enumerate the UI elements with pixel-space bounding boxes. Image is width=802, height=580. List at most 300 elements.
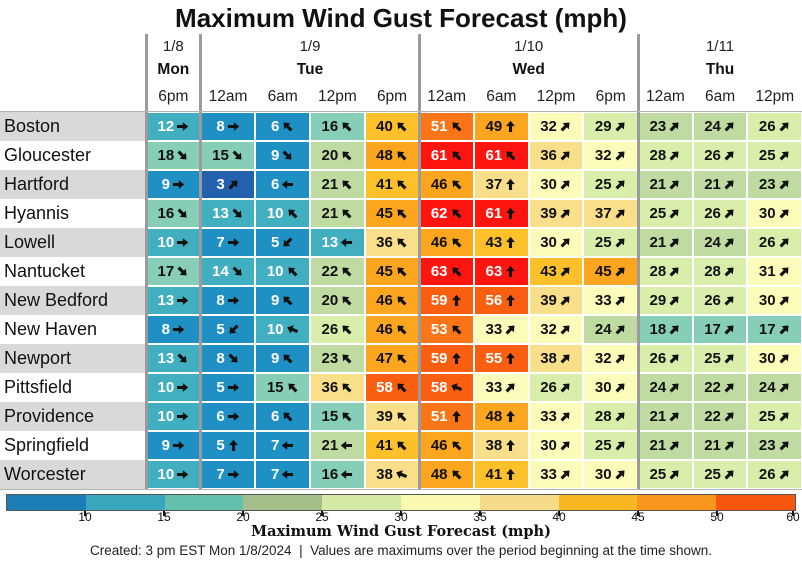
wind-direction-arrow-icon <box>227 236 240 249</box>
gust-cell <box>530 316 583 343</box>
gust-cell <box>694 171 747 198</box>
gust-value: 62 <box>430 205 448 222</box>
gust-value: 30 <box>540 176 557 193</box>
gust-cell <box>694 432 747 459</box>
gust-cell <box>420 287 473 314</box>
gust-value: 7 <box>216 466 225 483</box>
wind-direction-arrow-icon <box>611 465 629 483</box>
gust-cell <box>256 432 309 459</box>
gust-value: 33 <box>485 379 503 396</box>
city-label: Springfield <box>4 435 90 455</box>
gust-cell <box>147 200 200 227</box>
table-bottom-line <box>0 489 802 490</box>
forecast-table-body <box>0 112 802 489</box>
gust-value: 15 <box>212 147 229 164</box>
gust-cell <box>748 113 801 140</box>
gust-value: 5 <box>216 437 225 454</box>
wind-direction-arrow-icon <box>337 204 355 222</box>
gust-value: 20 <box>321 292 339 309</box>
gust-cell <box>530 461 583 488</box>
wind-direction-arrow-icon <box>611 233 629 251</box>
gust-value: 21 <box>649 437 667 454</box>
header-divider-line <box>0 111 802 112</box>
wind-direction-arrow-icon <box>775 204 793 222</box>
gust-cell <box>311 403 364 430</box>
colorbar-segment <box>322 495 401 510</box>
gust-value: 46 <box>430 437 448 454</box>
wind-direction-arrow-icon <box>720 378 738 396</box>
wind-direction-arrow-icon <box>775 407 793 425</box>
time-label: 6pm <box>376 88 408 105</box>
gust-value: 37 <box>485 176 503 193</box>
gust-cell <box>694 142 747 169</box>
gust-value: 58 <box>376 379 393 396</box>
gust-cell <box>475 200 528 227</box>
gust-cell <box>366 403 419 430</box>
gust-cell <box>639 432 692 459</box>
gust-value: 17 <box>157 263 175 280</box>
gust-value: 49 <box>485 118 503 135</box>
gust-value: 10 <box>266 263 284 280</box>
wind-direction-arrow-icon <box>504 178 517 191</box>
gust-value: 17 <box>704 321 721 338</box>
gust-cell <box>256 229 309 256</box>
gust-value: 36 <box>540 147 557 164</box>
gust-value: 21 <box>704 437 721 454</box>
gust-value: 32 <box>540 118 557 135</box>
gust-value: 30 <box>758 350 776 367</box>
wind-direction-arrow-icon <box>172 323 185 336</box>
wind-direction-arrow-icon <box>666 320 684 338</box>
wind-direction-arrow-icon <box>227 410 240 423</box>
day-group-date: 1/11 <box>705 37 735 55</box>
wind-direction-arrow-icon <box>556 436 574 454</box>
table-row <box>0 344 802 373</box>
city-label: Lowell <box>0 228 146 257</box>
colorbar-segment <box>165 495 244 510</box>
wind-direction-arrow-icon <box>224 349 242 367</box>
gust-cell <box>639 316 692 343</box>
gust-value: 13 <box>321 234 339 251</box>
gust-value: 26 <box>758 118 776 135</box>
wind-direction-arrow-icon <box>283 262 301 280</box>
wind-direction-arrow-icon <box>392 349 410 367</box>
wind-direction-arrow-icon <box>611 436 629 454</box>
city-label: Hyannis <box>4 203 70 223</box>
colorbar-tick-label: 45 <box>631 510 645 524</box>
gust-cell <box>147 461 200 488</box>
gust-value: 6 <box>216 408 225 425</box>
gust-cell <box>147 403 200 430</box>
wind-direction-arrow-icon <box>502 146 520 164</box>
wind-direction-arrow-icon <box>611 291 629 309</box>
gust-cell <box>639 142 692 169</box>
gust-value: 33 <box>540 408 557 425</box>
gust-cell <box>420 316 473 343</box>
gust-value: 10 <box>157 408 175 425</box>
wind-direction-arrow-icon <box>611 320 629 338</box>
gust-cell <box>748 229 801 256</box>
table-row <box>0 141 802 170</box>
gust-value: 29 <box>594 118 612 135</box>
wind-direction-arrow-icon <box>666 407 684 425</box>
gust-value: 48 <box>485 408 503 425</box>
gust-cell <box>530 374 583 401</box>
wind-direction-arrow-icon <box>447 175 465 193</box>
wind-direction-arrow-icon <box>392 262 410 280</box>
time-label: 6am <box>486 88 517 105</box>
gust-cell <box>147 258 200 285</box>
gust-cell <box>694 200 747 227</box>
gust-value: 26 <box>321 321 339 338</box>
wind-direction-arrow-icon <box>720 146 738 164</box>
colorbar-caption: Maximum Wind Gust Forecast (mph) <box>251 523 551 540</box>
gust-value: 25 <box>704 350 721 367</box>
gust-value: 16 <box>321 118 339 135</box>
wind-direction-arrow-icon <box>337 146 355 164</box>
gust-value: 25 <box>649 466 667 483</box>
colorbar-tick-label: 60 <box>786 510 800 524</box>
gust-value: 45 <box>594 263 612 280</box>
wind-direction-arrow-icon <box>176 410 189 423</box>
city-label: Boston <box>0 112 146 141</box>
wind-direction-arrow-icon <box>228 204 246 222</box>
gust-value: 46 <box>376 292 393 309</box>
gust-value: 30 <box>758 292 776 309</box>
gust-cell <box>475 171 528 198</box>
gust-cell <box>584 461 637 488</box>
wind-direction-arrow-icon <box>283 204 301 222</box>
wind-direction-arrow-icon <box>173 349 191 367</box>
gust-cell <box>202 229 255 256</box>
gust-value: 26 <box>540 379 557 396</box>
gust-value: 25 <box>594 176 612 193</box>
gust-value: 24 <box>649 379 667 396</box>
header-spacer <box>0 58 146 82</box>
gust-cell <box>584 200 637 227</box>
gust-value: 8 <box>161 321 170 338</box>
gust-value: 38 <box>485 437 503 454</box>
table-row <box>0 373 802 402</box>
gust-cell <box>147 287 200 314</box>
gust-value: 23 <box>321 350 339 367</box>
wind-direction-arrow-icon <box>775 146 793 164</box>
gust-value: 22 <box>704 408 721 425</box>
gust-cell <box>420 461 473 488</box>
gust-cell <box>202 461 255 488</box>
gust-value: 36 <box>321 379 339 396</box>
gust-cell <box>639 403 692 430</box>
gust-value: 20 <box>321 147 339 164</box>
gust-value: 36 <box>376 234 393 251</box>
header-dates-row <box>0 34 802 58</box>
gust-value: 21 <box>704 176 721 193</box>
wind-direction-arrow-icon <box>556 175 574 193</box>
gust-value: 23 <box>649 118 667 135</box>
gust-value: 32 <box>540 321 557 338</box>
wind-direction-arrow-icon <box>720 320 738 338</box>
gust-value: 61 <box>485 205 503 222</box>
wind-direction-arrow-icon <box>556 117 574 135</box>
city-label: Gloucester <box>4 145 92 165</box>
gust-cell <box>256 171 309 198</box>
wind-direction-arrow-icon <box>392 436 410 454</box>
gust-cell <box>475 432 528 459</box>
gust-cell <box>147 229 200 256</box>
wind-direction-arrow-icon <box>666 117 684 135</box>
time-label: 6pm <box>595 88 626 105</box>
wind-direction-arrow-icon <box>279 146 297 164</box>
wind-direction-arrow-icon <box>392 204 410 222</box>
colorbar-segment <box>559 495 638 510</box>
gust-cell <box>366 142 419 169</box>
gust-value: 32 <box>594 147 612 164</box>
gust-cell <box>475 461 528 488</box>
wind-direction-arrow-icon <box>337 175 355 193</box>
gust-value: 28 <box>704 263 721 280</box>
day-group-separator <box>199 34 202 489</box>
gust-cell <box>530 403 583 430</box>
gust-cell <box>147 432 200 459</box>
gust-value: 63 <box>430 263 448 280</box>
gust-cell <box>475 229 528 256</box>
gust-value: 10 <box>157 234 175 251</box>
gust-cell <box>311 113 364 140</box>
gust-cell <box>694 374 747 401</box>
wind-direction-arrow-icon <box>281 439 294 452</box>
gust-value: 21 <box>321 437 339 454</box>
wind-direction-arrow-icon <box>340 236 353 249</box>
wind-direction-arrow-icon <box>392 146 410 164</box>
colorbar-tick-label: 10 <box>78 510 92 524</box>
day-group-date: 1/8 <box>162 37 184 55</box>
wind-direction-arrow-icon <box>775 349 793 367</box>
colorbar-tick-label: 30 <box>394 510 408 524</box>
day-group-date: 1/9 <box>299 37 321 55</box>
gust-value: 33 <box>540 466 557 483</box>
gust-value: 29 <box>649 292 667 309</box>
gust-value: 21 <box>649 176 667 193</box>
wind-direction-arrow-icon <box>666 262 684 280</box>
wind-direction-arrow-icon <box>556 465 574 483</box>
gust-cell <box>366 113 419 140</box>
wind-direction-arrow-icon <box>666 436 684 454</box>
colorbar-tick-label: 20 <box>236 510 250 524</box>
gust-cell <box>366 258 419 285</box>
wind-direction-arrow-icon <box>666 146 684 164</box>
gust-value: 18 <box>649 321 667 338</box>
table-row <box>0 199 802 228</box>
gust-cell <box>366 171 419 198</box>
wind-direction-arrow-icon <box>556 349 574 367</box>
table-row <box>0 402 802 431</box>
wind-direction-arrow-icon <box>775 291 793 309</box>
gust-value: 8 <box>216 118 225 135</box>
gust-cell <box>584 142 637 169</box>
wind-direction-arrow-icon <box>720 407 738 425</box>
wind-direction-arrow-icon <box>720 117 738 135</box>
gust-cell <box>366 316 419 343</box>
gust-cell <box>256 258 309 285</box>
table-row <box>0 228 802 257</box>
wind-direction-arrow-icon <box>176 294 189 307</box>
wind-direction-arrow-icon <box>611 117 629 135</box>
page-title: Maximum Wind Gust Forecast (mph) <box>175 3 627 33</box>
gust-cell <box>530 113 583 140</box>
city-label: Pittsfield <box>4 377 73 397</box>
gust-value: 14 <box>212 263 229 280</box>
gust-cell <box>256 316 309 343</box>
day-group-name: Thu <box>705 61 735 78</box>
gust-value: 21 <box>321 205 339 222</box>
gust-cell <box>475 403 528 430</box>
wind-direction-arrow-icon <box>392 320 410 338</box>
time-label: 12pm <box>317 88 357 105</box>
wind-direction-arrow-icon <box>173 204 191 222</box>
gust-cell <box>311 432 364 459</box>
wind-direction-arrow-icon <box>176 120 189 133</box>
gust-cell <box>584 113 637 140</box>
wind-direction-arrow-icon <box>720 349 738 367</box>
gust-value: 5 <box>216 321 225 338</box>
wind-direction-arrow-icon <box>337 378 355 396</box>
wind-direction-arrow-icon <box>450 410 463 423</box>
gust-cell <box>694 403 747 430</box>
gust-value: 9 <box>271 350 280 367</box>
wind-direction-arrow-icon <box>227 120 240 133</box>
wind-direction-arrow-icon <box>392 175 410 193</box>
wind-direction-arrow-icon <box>504 294 517 307</box>
wind-direction-arrow-icon <box>283 378 301 396</box>
gust-value: 30 <box>540 234 557 251</box>
wind-direction-arrow-icon <box>227 439 240 452</box>
gust-value: 26 <box>704 205 721 222</box>
wind-direction-arrow-icon <box>284 321 301 338</box>
gust-value: 38 <box>540 350 557 367</box>
wind-direction-arrow-icon <box>556 233 574 251</box>
gust-value: 7 <box>271 466 280 483</box>
gust-cell <box>530 287 583 314</box>
gust-cell <box>639 374 692 401</box>
wind-direction-arrow-icon <box>450 352 463 365</box>
wind-direction-arrow-icon <box>775 320 793 338</box>
gust-cell <box>202 171 255 198</box>
wind-direction-arrow-icon <box>611 262 629 280</box>
gust-cell <box>748 374 801 401</box>
wind-direction-arrow-icon <box>556 407 574 425</box>
gust-value: 46 <box>430 234 448 251</box>
city-label: New Haven <box>4 319 98 339</box>
wind-direction-arrow-icon <box>666 233 684 251</box>
gust-cell <box>694 316 747 343</box>
colorbar-tick-label: 40 <box>552 510 566 524</box>
table-row <box>0 431 802 460</box>
time-label: 6pm <box>158 88 189 105</box>
gust-value: 30 <box>540 437 557 454</box>
gust-cell <box>147 113 200 140</box>
gust-cell <box>202 316 255 343</box>
wind-direction-arrow-icon <box>447 320 465 338</box>
wind-direction-arrow-icon <box>392 378 410 396</box>
gust-value: 28 <box>649 147 667 164</box>
wind-direction-arrow-icon <box>279 233 297 251</box>
gust-value: 10 <box>157 379 175 396</box>
wind-direction-arrow-icon <box>611 349 629 367</box>
gust-value: 10 <box>157 466 175 483</box>
gust-value: 51 <box>430 408 448 425</box>
wind-direction-arrow-icon <box>502 320 520 338</box>
gust-cell <box>420 258 473 285</box>
colorbar-tick-label: 50 <box>710 510 724 524</box>
gust-cell <box>202 142 255 169</box>
gust-cell <box>256 345 309 372</box>
wind-direction-arrow-icon <box>224 320 242 338</box>
colorbar-segment <box>86 495 165 510</box>
wind-direction-arrow-icon <box>392 233 410 251</box>
colorbar-tick-label: 35 <box>473 510 487 524</box>
gust-cell <box>420 229 473 256</box>
wind-direction-arrow-icon <box>666 378 684 396</box>
gust-cell <box>475 345 528 372</box>
wind-direction-arrow-icon <box>228 262 246 280</box>
gust-cell <box>420 345 473 372</box>
gust-cell <box>584 403 637 430</box>
gust-cell <box>202 258 255 285</box>
gust-value: 6 <box>271 118 280 135</box>
gust-cell <box>420 142 473 169</box>
wind-direction-arrow-icon <box>450 294 463 307</box>
gust-cell <box>256 142 309 169</box>
gust-cell <box>366 287 419 314</box>
wind-direction-arrow-icon <box>611 204 629 222</box>
wind-direction-arrow-icon <box>720 262 738 280</box>
gust-value: 61 <box>430 147 448 164</box>
gust-value: 30 <box>594 379 612 396</box>
wind-direction-arrow-icon <box>224 175 242 193</box>
wind-direction-arrow-icon <box>337 262 355 280</box>
time-label: 12am <box>427 88 467 105</box>
gust-value: 39 <box>376 408 393 425</box>
gust-value: 24 <box>704 118 721 135</box>
gust-cell <box>748 316 801 343</box>
wind-direction-arrow-icon <box>279 349 297 367</box>
gust-value: 55 <box>485 350 503 367</box>
gust-cell <box>311 287 364 314</box>
gust-value: 59 <box>430 350 448 367</box>
gust-cell <box>639 200 692 227</box>
gust-cell <box>748 287 801 314</box>
city-label: Worcester <box>0 460 146 489</box>
gust-value: 13 <box>157 292 175 309</box>
wind-direction-arrow-icon <box>176 468 189 481</box>
gust-cell <box>256 287 309 314</box>
gust-cell <box>256 403 309 430</box>
time-label: 12pm <box>536 88 576 105</box>
gust-cell <box>420 403 473 430</box>
gust-cell <box>366 432 419 459</box>
gust-value: 3 <box>216 176 225 193</box>
wind-direction-arrow-icon <box>172 439 185 452</box>
time-label: 12am <box>208 88 248 105</box>
gust-cell <box>748 345 801 372</box>
gust-cell <box>530 432 583 459</box>
gust-cell <box>366 374 419 401</box>
table-row <box>0 460 802 489</box>
gust-cell <box>475 316 528 343</box>
gust-value: 38 <box>376 466 393 483</box>
gust-value: 41 <box>376 437 393 454</box>
gust-value: 24 <box>704 234 721 251</box>
